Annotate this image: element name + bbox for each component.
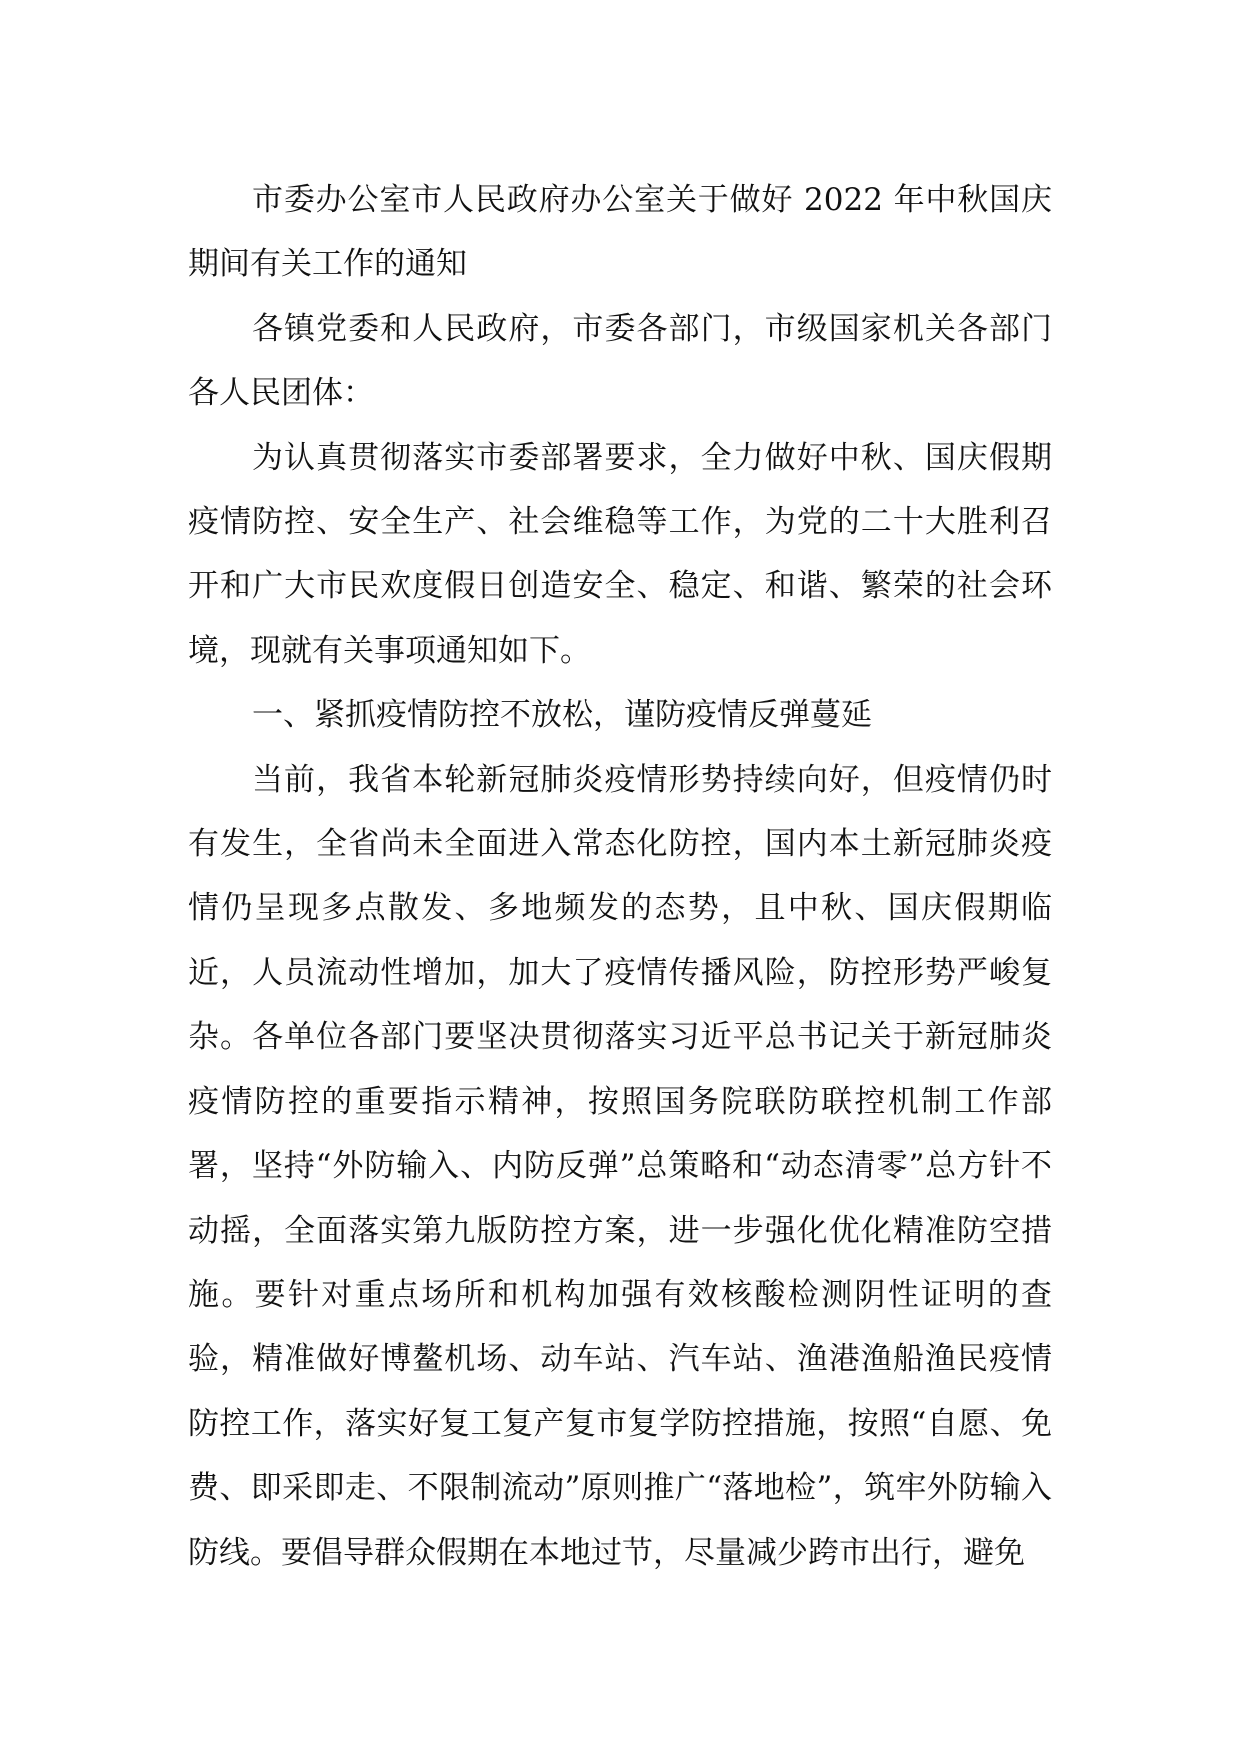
section-paragraph: 当前，我省本轮新冠肺炎疫情形势持续向好，但疫情仍时有发生，全省尚未全面进入常态化防控，国内本土新冠肺炎疫情仍呈现多点散发、多地频发的态势，且中秋、国庆假期临近，人员流动性增加，加大了疫情传播风险，防控形势严峻复杂。各单位各部门要坚决贯彻落实习近平总书记关于新冠肺炎疫情防控的重要指示精神，按照国务院联防联控机制工作部署，坚持“外防输入、内防反弹”总策略和“动态清零”总方针不动摇，全面落实第九版防控方案，进一步强化优化精准防空措施。要针对重点场所和机构加强有效核酸检测阴性证明的查验，精准做好博鳌机场、动车站、汽车站、渔港渔船渔民疫情防控工作，落实好复工复产复市复学防控措施，按照“自愿、免费、即采即走、不限制流动”原则推广“落地检”，筑牢外防输入防线。要倡导群众假期在本地过节，尽量减少跨市出行，避免 (188, 761, 1052, 1571)
intro-paragraph: 为认真贯彻落实市委部署要求，全力做好中秋、国庆假期疫情防控、安全生产、社会维稳等工作，为党的二十大胜利召开和广大市民欢度假日创造安全、稳定、和谐、繁荣的社会环境，现就有关事项通知如下。 (188, 439, 1052, 669)
section-heading: 一、紧抓疫情防控不放松，谨防疫情反弹蔓延 (252, 697, 872, 734)
document-title: 市委办公室市人民政府办公室关于做好 2022 年中秋国庆期间有关工作的通知 (188, 182, 1052, 283)
salutation: 各镇党委和人民政府，市委各部门，市级国家机关各部门各人民团体： (188, 310, 1052, 412)
document-body (188, 168, 1052, 1585)
